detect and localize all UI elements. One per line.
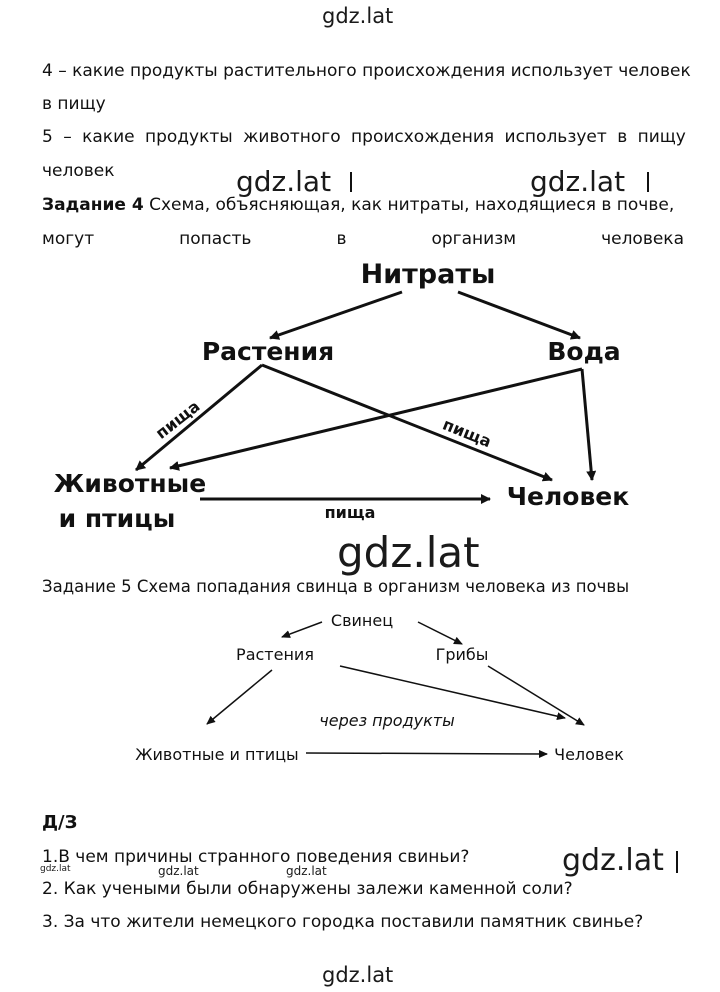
question-2: 2. Как учеными были обнаружены залежи каменной соли? — [42, 879, 573, 899]
label-via-food: через продукты — [319, 711, 455, 730]
text-line-4b: в пищу — [42, 94, 106, 114]
node-mushrooms: Грибы — [435, 645, 489, 664]
arrow-mushrooms-human — [488, 666, 584, 725]
arrow-lead-plants — [282, 622, 322, 637]
arrow-water-animals — [170, 369, 582, 468]
arrow-lead-mushrooms — [418, 622, 462, 644]
question-3: 3. За что жители немецкого городка поставили памятник свинье? — [42, 912, 644, 932]
task4-label: Задание 4 — [42, 195, 144, 215]
question-1: 1.В чем причины странного поведения свиньи? — [42, 847, 470, 867]
arrow-plants-animals-2 — [207, 670, 272, 724]
task4-word: могут — [42, 229, 95, 249]
text-line-4a: 4 – какие продукты растительного происхождения использует человек — [42, 61, 691, 81]
node-human: Человек — [506, 482, 630, 511]
arrow-nitrates-water — [458, 292, 580, 338]
label-food-animals-human: пища — [324, 503, 376, 522]
watermark-small-2: gdz.lat — [158, 864, 199, 878]
node-animals-line1: Животные — [53, 469, 207, 498]
lead-diagram — [0, 600, 720, 800]
node-animals-line2: и птицы — [58, 504, 176, 533]
task4-word: в — [336, 229, 347, 249]
text-line-5b: человек — [42, 161, 115, 181]
watermark-right: gdz.lat — [562, 843, 664, 878]
watermark-mid-left: gdz.lat — [236, 165, 332, 198]
task4-text: Схема, объясняющая, как нитраты, находящиеся в почве, — [149, 195, 675, 215]
text-line-5a: 5 – какие продукты животного происхождения использует в пищу — [42, 127, 686, 147]
watermark-bar-right-2 — [676, 851, 678, 873]
task4-word: организм — [431, 229, 517, 249]
watermark-big-center: gdz.lat — [337, 528, 480, 577]
homework-title: Д/З — [42, 812, 78, 833]
arrow-water-human — [582, 369, 592, 480]
node-nitrates: Нитраты — [360, 259, 496, 290]
watermark-small-3: gdz.lat — [286, 864, 327, 878]
watermark-bottom: gdz.lat — [322, 963, 394, 987]
task5-heading: Задание 5 Схема попадания свинца в организм человека из почвы — [42, 577, 630, 596]
watermark-mid-right: gdz.lat — [530, 165, 626, 198]
label-food-plants-human: пища — [439, 414, 495, 452]
arrow-plants-human — [262, 365, 552, 480]
node-animals-2: Животные и птицы — [135, 745, 299, 764]
node-water: Вода — [547, 337, 621, 366]
node-plants: Растения — [201, 337, 335, 366]
node-lead: Свинец — [330, 611, 394, 630]
node-plants-2: Растения — [236, 645, 314, 664]
node-human-2: Человек — [554, 745, 624, 764]
watermark-small-1: gdz.lat — [40, 864, 71, 874]
arrow-plants-animals — [136, 365, 262, 470]
watermark-top: gdz.lat — [322, 4, 394, 28]
label-food-plants-animals: пища — [151, 396, 204, 443]
arrow-animals-human-2 — [306, 753, 547, 754]
arrow-nitrates-plants — [270, 292, 402, 338]
task4-word: человека — [601, 229, 684, 249]
task4-word: попасть — [179, 229, 252, 249]
